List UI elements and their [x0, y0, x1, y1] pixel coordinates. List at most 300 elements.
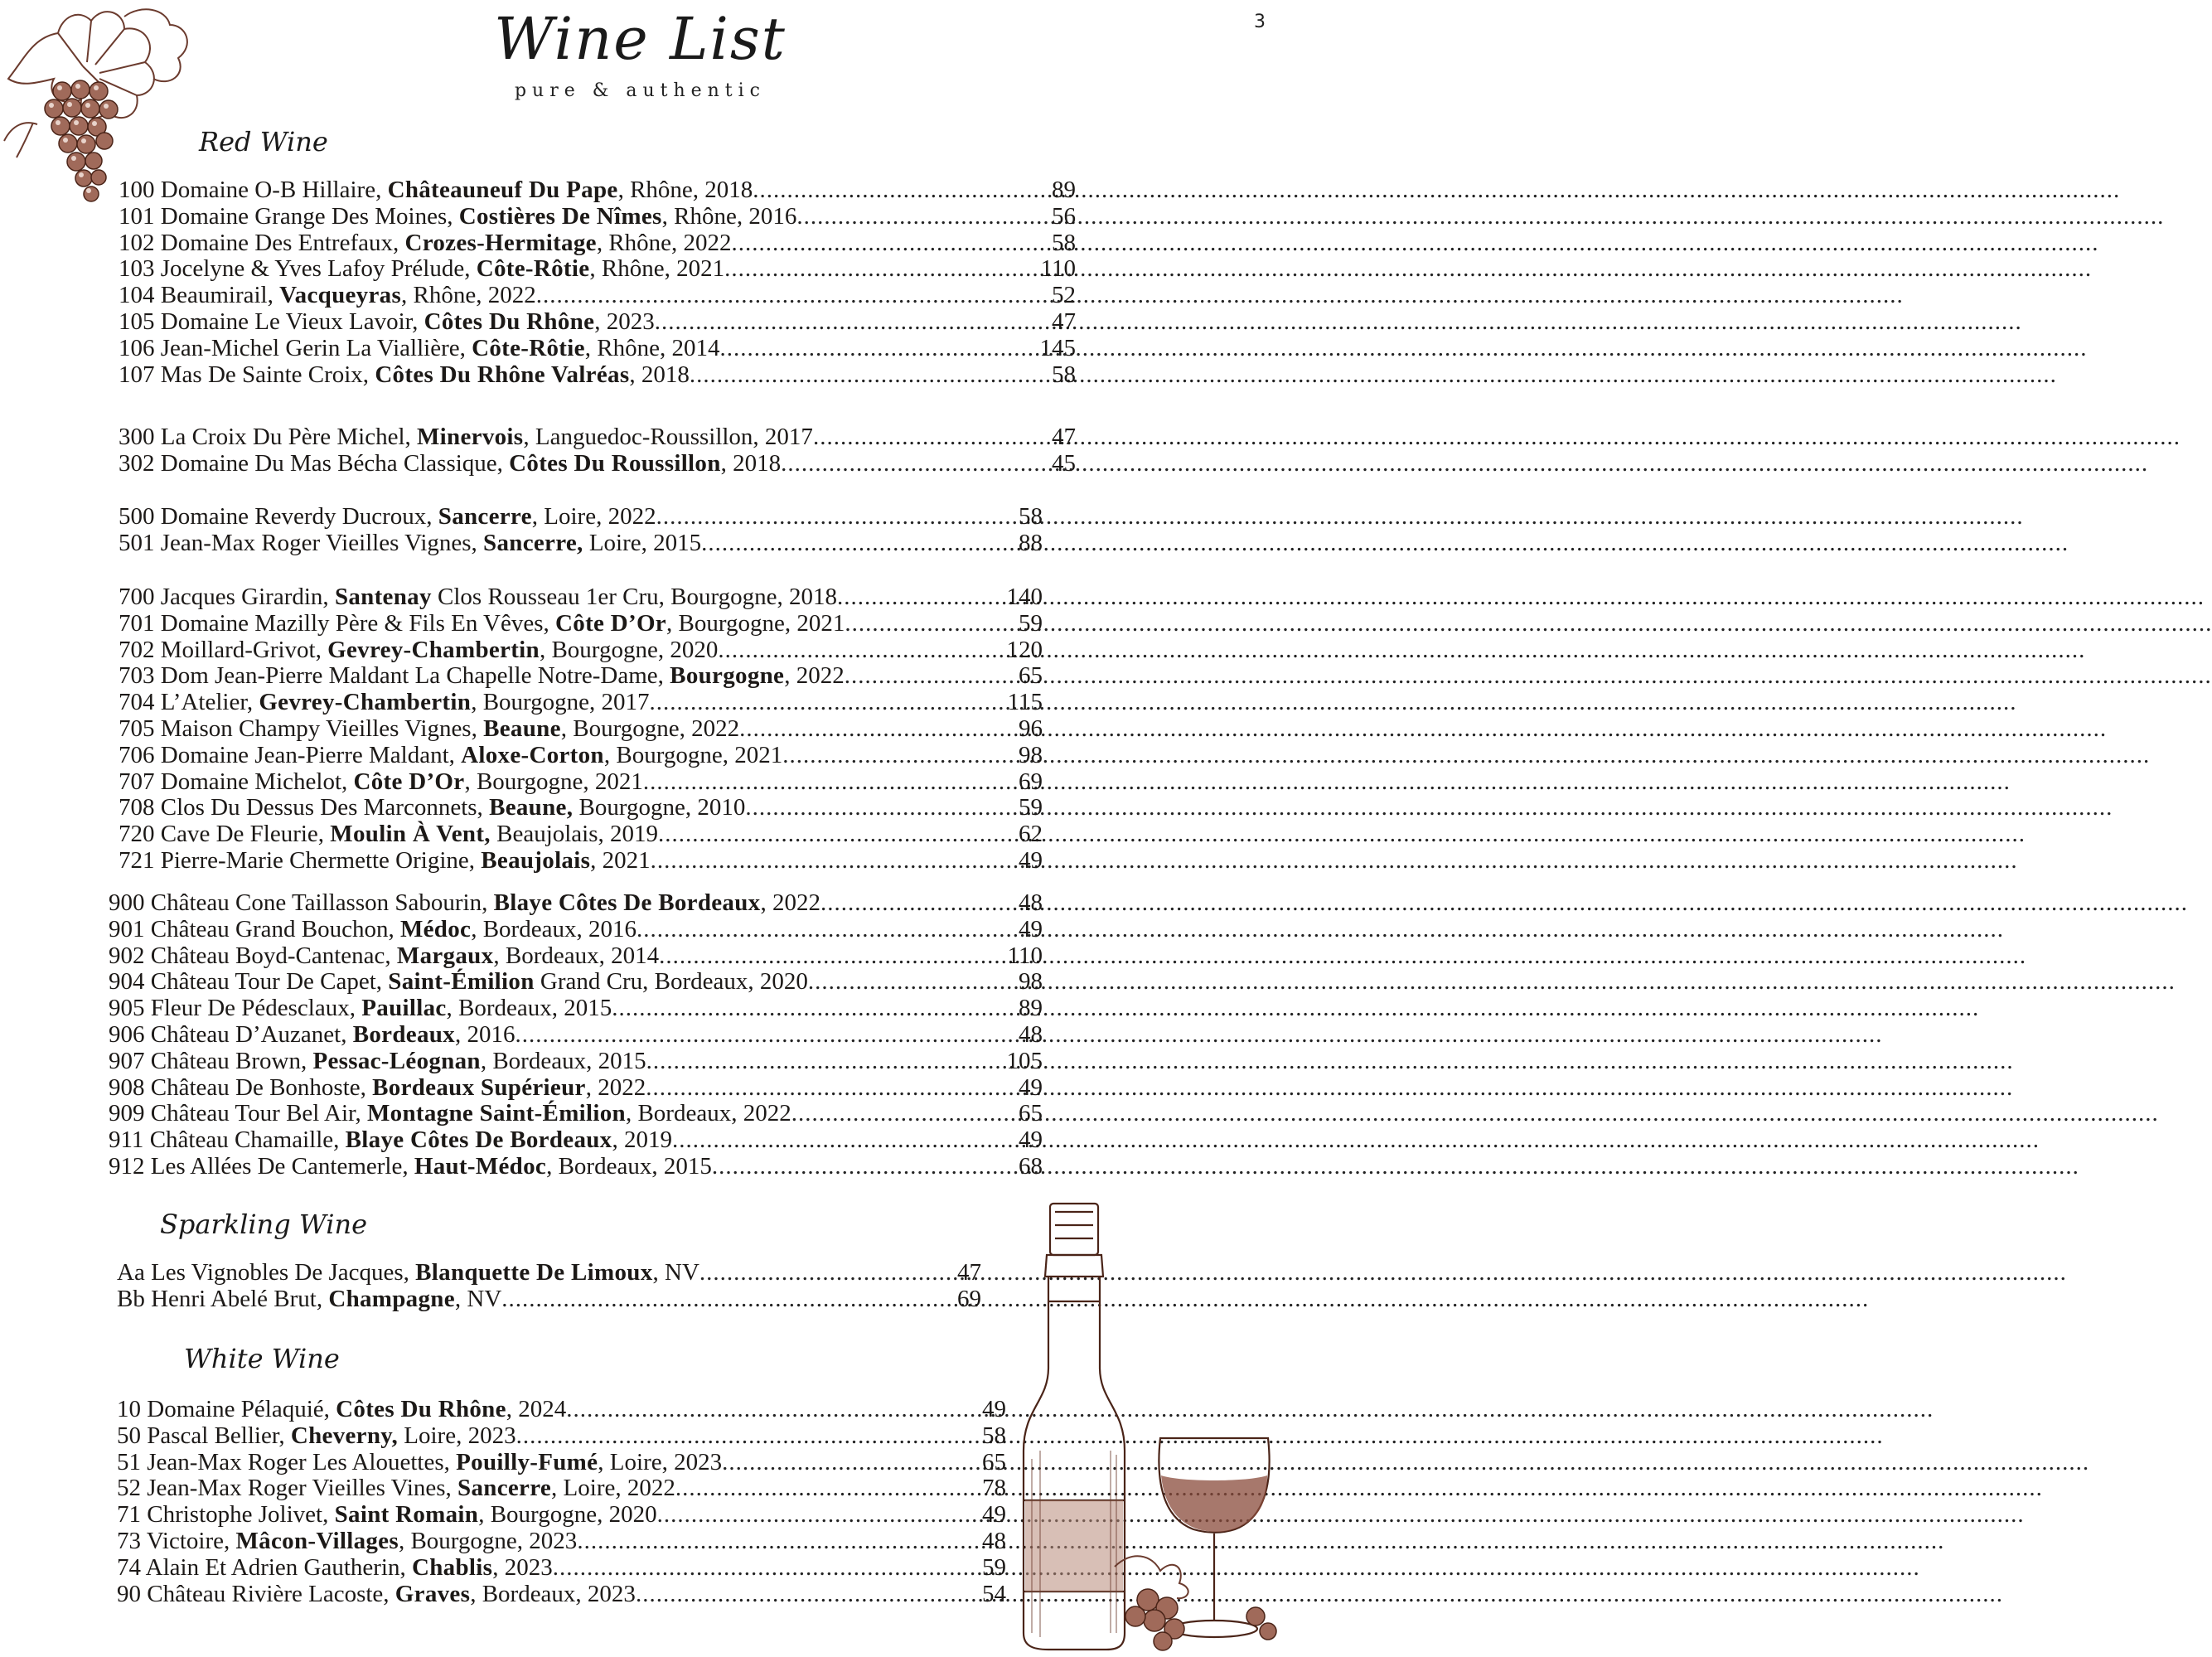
wine-number: 909 — [109, 1100, 145, 1127]
wine-producer: Jean-Michel Gerin La Viallière, — [160, 334, 472, 361]
dot-leader — [813, 424, 1052, 451]
wine-appellation: Blaye Côtes De Bordeaux — [345, 1126, 612, 1154]
wine-producer: Château Grand Bouchon, — [150, 915, 400, 942]
wine-region-vintage: , Bourgogne, 2021 — [464, 768, 643, 795]
wine-entry — [117, 1475, 1006, 1502]
dot-leader — [636, 1582, 982, 1608]
wine-region-vintage: , Bourgogne, 2022 — [560, 715, 740, 742]
wine-price: 140 — [1006, 584, 1043, 610]
wine-appellation: Pouilly-Fumé — [456, 1448, 598, 1475]
wine-appellation: Blaye Côtes De Bordeaux — [493, 889, 761, 916]
wine-region-vintage: , Rhône, 2016 — [661, 202, 797, 230]
wine-region-vintage: , Loire, 2022 — [551, 1475, 675, 1502]
red-wine-list-bordeaux — [109, 890, 1043, 1180]
wine-number: 104 — [119, 282, 155, 309]
dot-leader — [782, 743, 1019, 769]
wine-description — [119, 336, 720, 362]
wine-appellation: Minervois — [417, 424, 524, 450]
wine-number: 51 — [117, 1448, 141, 1475]
dot-leader — [845, 663, 1019, 690]
wine-entry — [119, 424, 1076, 451]
wine-entry — [119, 848, 1043, 875]
wine-region-vintage: , NV — [454, 1285, 502, 1312]
page-number: 3 — [1254, 12, 1266, 32]
dot-leader — [553, 1555, 982, 1582]
wine-entry — [119, 663, 1043, 690]
wine-region-vintage: Bourgogne, 2010 — [573, 794, 746, 821]
wine-description — [119, 611, 845, 637]
wine-price: 48 — [1019, 889, 1043, 916]
wine-price: 54 — [982, 1580, 1006, 1607]
wine-number: 911 — [109, 1126, 144, 1154]
wine-description — [119, 230, 732, 257]
wine-description — [119, 821, 658, 848]
wine-appellation: Beaujolais — [481, 846, 591, 874]
wine-producer: Domaine Michelot, — [160, 768, 354, 795]
wine-entry — [109, 969, 1043, 996]
wine-price: 65 — [1019, 1100, 1043, 1127]
wine-price: 68 — [1019, 1152, 1043, 1180]
wine-description — [119, 690, 650, 716]
wine-number: 703 — [119, 662, 155, 690]
wine-appellation: Champagne — [328, 1285, 455, 1312]
wine-producer: Victoire, — [146, 1527, 236, 1554]
wine-producer: Alain Et Adrien Gautherin, — [145, 1553, 412, 1581]
wine-region-vintage: , Languedoc-Roussillon, 2017 — [523, 424, 813, 450]
red-wine-list-rhone — [119, 177, 1076, 388]
wine-producer: Château Chamaille, — [149, 1126, 346, 1154]
wine-appellation: Margaux — [396, 942, 494, 969]
wine-producer: Château De Bonhoste, — [150, 1073, 373, 1101]
wine-producer: Château Tour Bel Air, — [150, 1100, 368, 1127]
wine-description — [117, 1529, 577, 1555]
wine-entry — [117, 1582, 1006, 1608]
wine-description — [117, 1450, 722, 1476]
wine-price: 78 — [982, 1475, 1006, 1502]
wine-appellation: Mâcon-Villages — [235, 1527, 399, 1554]
wine-price: 48 — [1019, 1020, 1043, 1048]
wine-description — [119, 637, 718, 664]
dot-leader — [650, 690, 1008, 716]
wine-price: 58 — [982, 1422, 1006, 1449]
wine-number: 907 — [109, 1047, 145, 1074]
wine-appellation: Vacqueyras — [279, 282, 402, 309]
wine-appellation: Blanquette De Limoux — [415, 1259, 653, 1286]
wine-entry — [119, 504, 1043, 531]
wine-price: 49 — [982, 1396, 1006, 1422]
wine-region-vintage: Loire, 2023 — [398, 1422, 516, 1449]
dot-leader — [659, 943, 1007, 970]
wine-entry — [119, 309, 1076, 336]
wine-appellation: Saint-Émilion — [388, 968, 535, 996]
wine-producer: Beaumirail, — [160, 282, 280, 309]
wine-price: 96 — [1019, 715, 1043, 742]
dot-leader — [837, 584, 1007, 611]
wine-entry — [117, 1555, 1006, 1582]
wine-appellation: Saint Romain — [334, 1501, 479, 1529]
wine-appellation: Graves — [394, 1580, 471, 1607]
wine-description — [109, 1075, 646, 1102]
wine-producer: L’Atelier, — [160, 689, 259, 716]
wine-price: 69 — [1019, 768, 1043, 795]
wine-price: 98 — [1019, 741, 1043, 768]
sparkling-wine-list — [117, 1260, 981, 1313]
red-wine-list-languedoc — [119, 424, 1076, 477]
wine-price: 47 — [957, 1259, 981, 1286]
wine-price: 49 — [1019, 846, 1043, 874]
dot-leader — [672, 1127, 1019, 1154]
dot-leader — [651, 848, 1019, 875]
wine-number: 908 — [109, 1073, 145, 1101]
wine-entry — [109, 1075, 1043, 1102]
wine-entry — [117, 1260, 981, 1286]
wine-description — [109, 969, 808, 996]
dot-leader — [646, 1049, 1007, 1075]
wine-price: 59 — [982, 1553, 1006, 1581]
wine-description — [109, 890, 820, 917]
wine-number: 300 — [119, 424, 155, 450]
wine-entry — [117, 1397, 1006, 1423]
dot-leader — [501, 1286, 957, 1313]
wine-appellation: Crozes-Hermitage — [404, 229, 597, 256]
wine-region-vintage: , Bourgogne, 2020 — [539, 636, 719, 663]
wine-number: 105 — [119, 308, 155, 335]
wine-number: 702 — [119, 636, 155, 663]
wine-region-vintage: , 2021 — [590, 846, 651, 874]
white-wine-list — [117, 1397, 1006, 1607]
wine-description — [109, 1127, 672, 1154]
wine-entry — [119, 611, 1043, 637]
wine-region-vintage: , Rhône, 2014 — [584, 334, 720, 361]
wine-number: 700 — [119, 584, 155, 610]
wine-entry — [119, 821, 1043, 848]
wine-producer: Domaine Mazilly Père & Fils En Vêves, — [160, 609, 556, 637]
wine-region-vintage: Grand Cru, Bordeaux, 2020 — [534, 968, 808, 996]
wine-entry — [119, 531, 1043, 557]
wine-region-vintage: , Bourgogne, 2017 — [471, 689, 650, 716]
wine-producer: Les Vignobles De Jacques, — [151, 1259, 416, 1286]
wine-appellation: Montagne Saint-Émilion — [367, 1100, 626, 1127]
wine-number: 904 — [109, 968, 145, 996]
wine-number: 706 — [119, 741, 155, 768]
wine-number: 52 — [117, 1475, 141, 1502]
dot-leader — [612, 996, 1019, 1022]
wine-entry — [117, 1423, 1006, 1450]
wine-producer: Jean-Max Roger Vieilles Vines, — [147, 1475, 458, 1502]
page-subtitle: pure & authentic — [514, 80, 767, 101]
wine-entry — [119, 283, 1076, 309]
wine-entry — [109, 917, 1043, 943]
dot-leader — [655, 309, 1052, 336]
dot-leader — [699, 1260, 957, 1286]
dot-leader — [658, 821, 1019, 848]
wine-entry — [119, 690, 1043, 716]
wine-producer: Château Cone Taillasson Sabourin, — [150, 889, 494, 916]
wine-number: 708 — [119, 794, 155, 821]
wine-description — [119, 663, 845, 690]
wine-entry — [119, 637, 1043, 664]
wine-appellation: Côtes Du Roussillon — [509, 449, 721, 477]
wine-price: 145 — [1039, 334, 1076, 361]
dot-leader — [515, 1022, 1019, 1049]
wine-region-vintage: , Bordeaux, 2014 — [493, 942, 660, 969]
wine-entry — [109, 1022, 1043, 1049]
wine-producer: Fleur De Pédesclaux, — [150, 995, 362, 1022]
wine-entry — [119, 204, 1076, 230]
wine-region-vintage: , Rhône, 2018 — [617, 177, 753, 203]
wine-region-vintage: , Rhône, 2022 — [596, 229, 732, 256]
wine-description — [117, 1286, 501, 1313]
wine-appellation: Gevrey-Chambertin — [327, 636, 540, 663]
wine-producer: Domaine Jean-Pierre Maldant, — [160, 741, 462, 768]
wine-producer: Cave De Fleurie, — [160, 821, 331, 848]
wine-number: 500 — [119, 503, 155, 530]
wine-description — [117, 1397, 566, 1423]
wine-region-vintage: , Rhône, 2022 — [401, 282, 536, 309]
wine-producer: Mas De Sainte Croix, — [160, 361, 375, 388]
wine-appellation: Beaune, — [489, 794, 574, 821]
wine-producer: Château Brown, — [150, 1047, 313, 1074]
wine-appellation: Côte-Rôtie — [472, 334, 585, 361]
wine-entry — [119, 584, 1043, 611]
wine-region-vintage: , 2022 — [784, 662, 845, 690]
wine-producer: Domaine O-B Hillaire, — [160, 177, 388, 203]
wine-description — [119, 451, 781, 477]
wine-number: 707 — [119, 768, 155, 795]
wine-entry — [109, 943, 1043, 970]
page-title: Wine List — [494, 5, 787, 73]
wine-appellation: Pauillac — [361, 995, 447, 1022]
wine-appellation: Bordeaux Supérieur — [372, 1073, 586, 1101]
wine-description — [119, 177, 753, 204]
wine-producer: Château Boyd-Cantenac, — [150, 942, 397, 969]
wine-appellation: Pessac-Léognan — [312, 1047, 481, 1074]
wine-entry — [117, 1529, 1006, 1555]
wine-number: 10 — [117, 1396, 141, 1422]
wine-description — [119, 504, 656, 531]
wine-appellation: Bourgogne — [670, 662, 785, 690]
wine-description — [119, 795, 745, 821]
wine-region-vintage: Clos Rousseau 1er Cru, Bourgogne, 2018 — [431, 584, 837, 610]
wine-producer: Domaine Reverdy Ducroux, — [160, 503, 438, 530]
wine-region-vintage: , 2023 — [492, 1553, 553, 1581]
wine-price: 47 — [1052, 424, 1076, 450]
wine-description — [117, 1423, 516, 1450]
wine-region-vintage: , Bourgogne, 2023 — [398, 1527, 578, 1554]
wine-price: 120 — [1006, 636, 1043, 663]
wine-producer: Henri Abelé Brut, — [151, 1285, 329, 1312]
wine-price: 69 — [957, 1285, 981, 1312]
wine-description — [109, 1049, 646, 1075]
wine-producer: Domaine Grange Des Moines, — [160, 202, 459, 230]
wine-entry — [117, 1502, 1006, 1529]
wine-price: 49 — [1019, 915, 1043, 942]
dot-leader — [720, 336, 1040, 362]
wine-description — [117, 1502, 657, 1529]
dot-leader — [643, 769, 1019, 796]
wine-price: 45 — [1052, 449, 1076, 477]
wine-number: 302 — [119, 449, 155, 477]
wine-region-vintage: Loire, 2015 — [583, 529, 702, 556]
wine-price: 58 — [1019, 503, 1043, 530]
wine-description — [119, 309, 655, 336]
dot-leader — [577, 1529, 982, 1555]
wine-description — [109, 1022, 515, 1049]
wine-appellation: Côte D’Or — [353, 768, 465, 795]
wine-description — [109, 917, 636, 943]
wine-description — [119, 584, 837, 611]
wine-description — [117, 1582, 636, 1608]
wine-region-vintage: Beaujolais, 2019 — [490, 821, 659, 848]
wine-number: Bb — [117, 1285, 145, 1312]
wine-entry — [119, 769, 1043, 796]
wine-region-vintage: , Bourgogne, 2021 — [666, 609, 845, 637]
wine-number: 902 — [109, 942, 145, 969]
wine-appellation: Côte D’Or — [555, 609, 666, 637]
wine-producer: Clos Du Dessus Des Marconnets, — [160, 794, 490, 821]
dot-leader — [808, 969, 1019, 996]
wine-price: 48 — [982, 1527, 1006, 1554]
wine-entry — [109, 1049, 1043, 1075]
wine-description — [119, 362, 690, 389]
dot-leader — [745, 795, 1019, 821]
wine-number: 705 — [119, 715, 155, 742]
wine-number: 103 — [119, 255, 155, 283]
wine-producer: Domaine Du Mas Bécha Classique, — [160, 449, 510, 477]
dot-leader — [845, 611, 1019, 637]
wine-producer: Moillard-Grivot, — [160, 636, 328, 663]
wine-region-vintage: , 2016 — [454, 1020, 515, 1048]
wine-entry — [117, 1286, 981, 1313]
wine-price: 62 — [1019, 821, 1043, 848]
wine-appellation: Santenay — [334, 584, 432, 610]
wine-appellation: Côtes Du Rhône — [424, 308, 595, 335]
dot-leader — [739, 716, 1019, 743]
wine-producer: Château Tour De Capet, — [150, 968, 389, 996]
wine-producer: Domaine Le Vieux Lavoir, — [160, 308, 424, 335]
wine-producer: Château D’Auzanet, — [150, 1020, 353, 1048]
wine-number: 721 — [119, 846, 155, 874]
dot-leader — [718, 637, 1006, 664]
dot-leader — [566, 1397, 982, 1423]
wine-price: 115 — [1007, 689, 1043, 716]
wine-price: 49 — [1019, 1126, 1043, 1154]
wine-bottle-and-glass-illustration — [1015, 1202, 1280, 1654]
wine-producer: Pierre-Marie Chermette Origine, — [160, 846, 482, 874]
wine-entry — [109, 1127, 1043, 1154]
wine-number: 501 — [119, 529, 155, 556]
dot-leader — [636, 917, 1019, 943]
wine-region-vintage: , Bourgogne, 2021 — [603, 741, 783, 768]
dot-leader — [753, 177, 1052, 204]
wine-price: 98 — [1019, 968, 1043, 996]
wine-region-vintage: , Bordeaux, 2023 — [470, 1580, 636, 1607]
wine-price: 49 — [982, 1501, 1006, 1529]
wine-region-vintage: , Bordeaux, 2022 — [625, 1100, 791, 1127]
wine-producer: Jean-Max Roger Les Alouettes, — [147, 1448, 457, 1475]
wine-appellation: Chablis — [412, 1553, 493, 1581]
wine-description — [119, 769, 643, 796]
wine-appellation: Châteauneuf Du Pape — [387, 177, 618, 203]
white-wine-heading: White Wine — [184, 1343, 340, 1374]
wine-appellation: Aloxe-Corton — [461, 741, 604, 768]
wine-region-vintage: , 2018 — [629, 361, 690, 388]
red-wine-list-bourgogne — [119, 584, 1043, 875]
wine-number: 71 — [117, 1501, 141, 1529]
wine-number: 906 — [109, 1020, 145, 1048]
wine-entry — [119, 336, 1076, 362]
wine-region-vintage: , Bourgogne, 2020 — [478, 1501, 657, 1529]
wine-appellation: Côtes Du Rhône Valréas — [375, 361, 630, 388]
wine-appellation: Cheverny, — [290, 1422, 399, 1449]
wine-producer: Les Allées De Cantemerle, — [150, 1152, 414, 1180]
wine-entry — [117, 1450, 1006, 1476]
wine-number: 102 — [119, 229, 155, 256]
wine-price: 105 — [1006, 1047, 1043, 1074]
wine-description — [117, 1555, 553, 1582]
wine-entry — [119, 795, 1043, 821]
wine-description — [109, 1101, 791, 1127]
wine-number: 101 — [119, 202, 155, 230]
wine-price: 56 — [1052, 202, 1076, 230]
wine-region-vintage: , Bordeaux, 2016 — [471, 915, 636, 942]
red-wine-list-loire — [119, 504, 1043, 557]
wine-price: 65 — [1019, 662, 1043, 690]
wine-appellation: Gevrey-Chambertin — [259, 689, 472, 716]
wine-description — [109, 943, 659, 970]
wine-region-vintage: , 2023 — [594, 308, 655, 335]
wine-region-vintage: , Bordeaux, 2015 — [480, 1047, 646, 1074]
wine-region-vintage: , Loire, 2022 — [531, 503, 656, 530]
wine-producer: Jacques Girardin, — [160, 584, 335, 610]
wine-number: 912 — [109, 1152, 145, 1180]
dot-leader — [675, 1475, 982, 1502]
dot-leader — [791, 1101, 1019, 1127]
wine-region-vintage: , NV — [652, 1259, 699, 1286]
wine-entry — [119, 230, 1076, 257]
wine-entry — [109, 1154, 1043, 1180]
wine-number: 905 — [109, 995, 145, 1022]
wine-number: 100 — [119, 177, 155, 203]
wine-region-vintage: , 2022 — [585, 1073, 646, 1101]
wine-region-vintage: , 2024 — [506, 1396, 567, 1422]
wine-description — [117, 1260, 699, 1286]
wine-appellation: Sancerre — [438, 503, 532, 530]
wine-number: 704 — [119, 689, 155, 716]
wine-producer: Jean-Max Roger Vieilles Vignes, — [160, 529, 484, 556]
wine-entry — [109, 890, 1043, 917]
wine-region-vintage: , 2022 — [760, 889, 820, 916]
wine-price: 89 — [1019, 995, 1043, 1022]
wine-producer: Domaine Des Entrefaux, — [160, 229, 405, 256]
dot-leader — [516, 1423, 982, 1450]
wine-number: Aa — [117, 1259, 145, 1286]
sparkling-wine-heading: Sparkling Wine — [160, 1209, 368, 1240]
wine-producer: La Croix Du Père Michel, — [160, 424, 418, 450]
wine-appellation: Moulin À Vent, — [330, 821, 491, 848]
wine-region-vintage: , Bordeaux, 2015 — [446, 995, 612, 1022]
dot-leader — [712, 1154, 1019, 1180]
wine-price: 58 — [1052, 361, 1076, 388]
wine-producer: Pascal Bellier, — [147, 1422, 291, 1449]
wine-price: 58 — [1052, 229, 1076, 256]
wine-description — [117, 1475, 675, 1502]
wine-number: 701 — [119, 609, 155, 637]
wine-number: 900 — [109, 889, 145, 916]
dot-leader — [796, 204, 1052, 230]
dot-leader — [781, 451, 1052, 477]
wine-number: 90 — [117, 1580, 141, 1607]
